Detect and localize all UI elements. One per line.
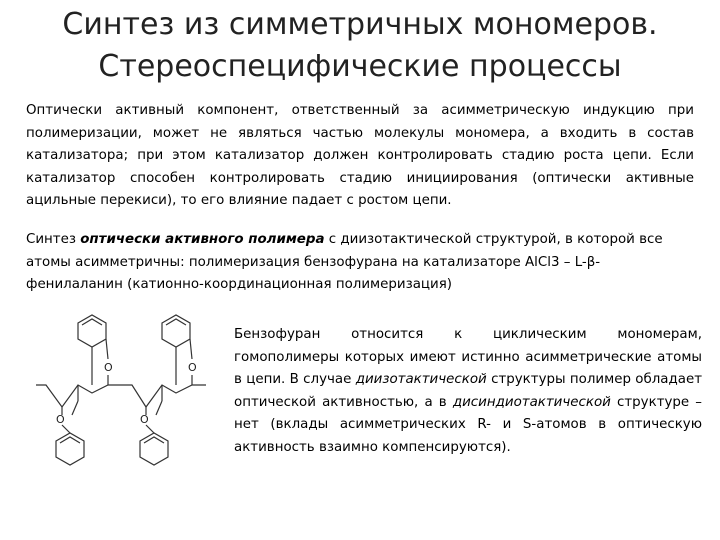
p3-text-2: структуры полимер обладает оптической активностью, а в [234, 372, 703, 410]
paragraph-benzofuran-synthesis [26, 229, 694, 297]
p2-emphasis: оптически активного полимера [80, 232, 325, 247]
p3-emphasis-1: диизотактической [355, 372, 487, 387]
paragraph-catalyst-induction: Оптически активный компонент, ответственный за асимметрическую индукцию при полимеризации, может не являться частью молекулы мономера, а входить в состав катализатора; при этом катализатор должен контролировать стадию роста цепи. Если катализатор способен контролировать стадию инициирования (оптически активные ацильные перекиси), то его влияние падает с ростом цепи. [26, 103, 694, 208]
p2-text-1: Синтез [26, 232, 81, 247]
oxygen-label-2: O [188, 361, 197, 374]
oxygen-label-1: O [104, 361, 113, 374]
oxygen-label-3: O [56, 413, 65, 426]
p2-text-2: с диизотактической структурой, в которой все атомы асимметричны: полимеризация бензофурана на катализаторе AlCl3 – L-β-фенилаланин (катионно-координационная полимеризация) [26, 232, 663, 292]
p3-text-1: Бензофуран относится к циклическим мономерам, гомополимеры которых имеют истинно асимметрические атомы в цепи. В случае [234, 327, 702, 387]
title-line-1: Синтез из симметричных мономеров. [62, 7, 658, 42]
p3-text-3: структуре – нет (вклады асимметрических R- и S-атомов в оптическую активность взаимно компенсируются). [234, 394, 702, 455]
oxygen-label-4: O [140, 413, 149, 426]
p3-emphasis-2: дисиндиотактической [452, 394, 611, 410]
polybenzofuran-structure-diagram [28, 303, 218, 483]
slide-title [0, 4, 720, 88]
paragraph-benzofuran-description [234, 324, 702, 459]
title-line-2: Стереоспецифические процессы [98, 49, 622, 84]
